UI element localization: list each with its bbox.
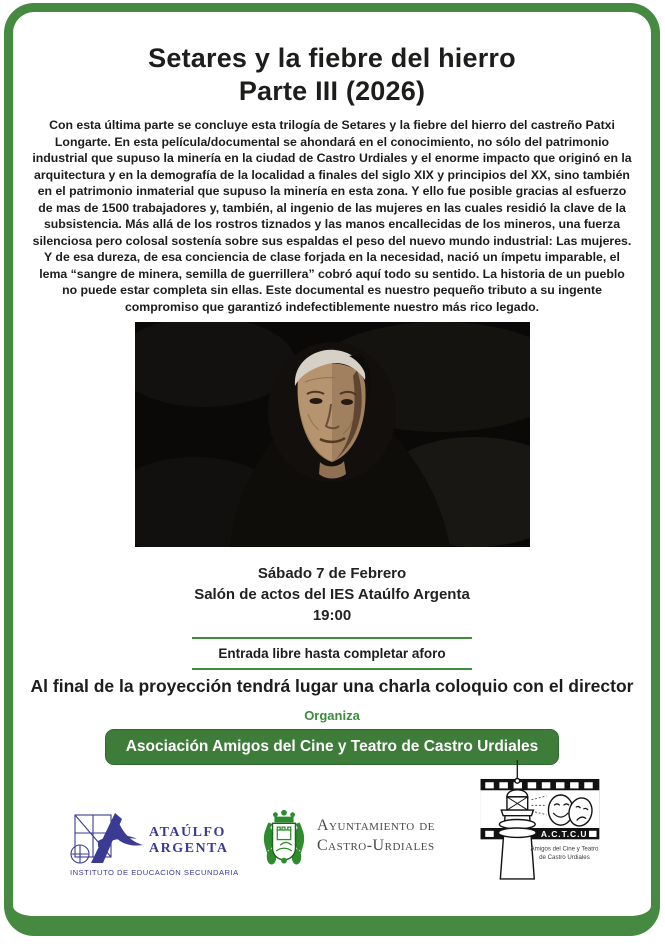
organiza-label: Organiza xyxy=(304,708,360,723)
ies-logo-image xyxy=(65,809,243,883)
actcu-subtitle-line1: Amigos del Cine y Teatro xyxy=(530,845,599,853)
castro-urdiales-crest-icon xyxy=(261,807,307,876)
synopsis-paragraph: Con esta última parte se concluye esta trilogía de Setares y la fiebre del hierro del castreño Patxi Longarte. En esta película/documental se ahondará en el conocimiento, no sólo del patrimonio industrial que supuso la minería en la ciudad de Castro Urdiales y el enorme impacto que originó en la arquitectura y en la demografía de la localidad a finales del siglo XIX y principios del XX, sino también en el patrimonio inmaterial que supuso la minería en esta zona. Y ello fue posible gracias al esfuerzo de mas de 1500 trabajadores y, también, al ingenio de las mujeres en las cuales residió la clave de la subsistencia. Más allá de los rostros tiznados y las manos encallecidas de los mineros, una fuerza silenciosa pero colosal sostenía sobre sus espaldas el peso del nuevo mundo industrial: Las mujeres. Y de esa dureza, de esa conciencia de clase forjada en la necesidad, nació un ímpetu imparable, el lema “sangre de minera, semilla de guerrillera” cobró aquí todo su sentido. La historia de un pueblo no puede estar completa sin ellas. Este documental es nuestro pequeño tributo a su ingente compromiso que garantizó indefectiblemente nuestro más rico legado. xyxy=(32,118,632,314)
actcu-subtitle-line2: de Castro Urdiales xyxy=(539,854,590,862)
ayuntamiento-castro-urdiales-logo xyxy=(261,807,435,876)
event-venue: Salón de actos del IES Ataúlfo Argenta xyxy=(194,586,470,603)
ies-subtitle: INSTITUTO DE EDUCACIÓN SECUNDARIA xyxy=(70,868,239,877)
elderly-woman-portrait-image xyxy=(135,322,530,547)
ayuntamiento-text-line1: Ayuntamiento de xyxy=(317,817,435,834)
actcu-association-logo xyxy=(473,758,605,886)
event-time: 19:00 xyxy=(312,607,352,624)
ies-stylized-a-mark xyxy=(91,813,143,863)
poster-green-frame xyxy=(4,3,660,936)
poster-title xyxy=(13,42,651,108)
film-still-photo xyxy=(135,322,530,547)
ayuntamiento-text-line2: Castro-Urdiales xyxy=(317,837,435,854)
poster-title-line2: Parte III (2026) xyxy=(238,76,426,106)
ies-name-line2: ARGENTA xyxy=(149,841,229,856)
ayuntamiento-logo-text xyxy=(317,816,435,856)
admission-note: Entrada libre hasta completar aforo xyxy=(192,637,471,670)
poster-title-line1: Setares y la fiebre del hierro xyxy=(148,43,516,73)
event-details xyxy=(13,563,651,626)
event-date: Sábado 7 de Febrero xyxy=(257,565,407,582)
poster-content xyxy=(13,12,651,916)
ies-name-line1: ATAÚLFO xyxy=(149,825,226,840)
sponsor-logos-row xyxy=(13,767,651,887)
actcu-acronym: A.C.T.C.U xyxy=(540,828,588,839)
ies-ataulfo-argenta-logo xyxy=(65,809,243,888)
organizer-button[interactable]: Asociación Amigos del Cine y Teatro de Castro Urdiales xyxy=(105,729,560,765)
coloquio-note: Al final de la proyección tendrá lugar una charla coloquio con el director xyxy=(30,676,634,696)
actcu-filmstrip-lighthouse-masks-image xyxy=(473,758,605,881)
